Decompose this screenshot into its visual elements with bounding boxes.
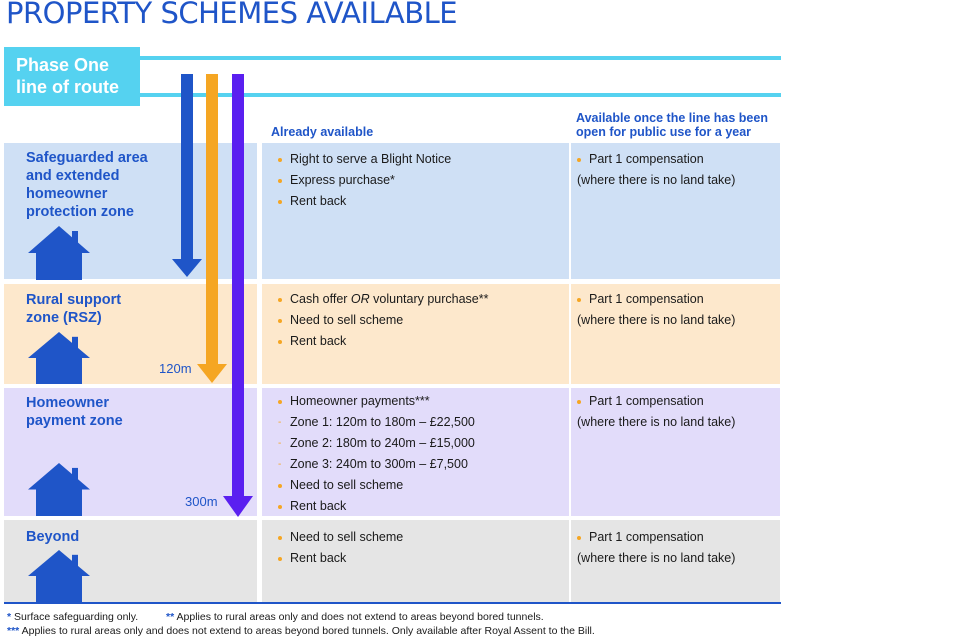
footnote-1-mark: * — [7, 611, 12, 623]
page-title: PROPERTY SCHEMES AVAILABLE — [6, 0, 458, 30]
scheme-subitem: - Zone 3: 240m to 300m – £7,500 — [278, 454, 475, 475]
scheme-item: Part 1 compensation — [577, 149, 735, 170]
homeowner-payment-arrow — [223, 74, 253, 517]
footnote-3 — [7, 625, 595, 637]
scheme-item: Need to sell scheme — [278, 527, 403, 548]
footnote-3-mark: *** — [7, 625, 20, 637]
cash-offer-before: Cash offer — [290, 292, 351, 306]
scheme-item: Part 1 compensation — [577, 391, 735, 412]
distance-label-120m: 120m — [159, 361, 192, 376]
footnote-2-mark: ** — [166, 611, 175, 623]
scheme-note: (where there is no land take) — [577, 313, 736, 327]
cash-offer-or: OR — [350, 292, 370, 306]
zone-title-line: and extended — [26, 168, 120, 184]
scheme-item: Right to serve a Blight Notice — [278, 149, 451, 170]
scheme-item: Part 1 compensation — [577, 527, 735, 548]
scheme-item: Rent back — [278, 331, 489, 352]
footnote-2-text: Applies to rural areas only and does not extend to areas beyond bored tunnels. — [176, 611, 544, 623]
scheme-item: Part 1 compensation — [577, 289, 735, 310]
scheme-note: (where there is no land take) — [577, 415, 736, 429]
footnote-3-text: Applies to rural areas only and does not extend to areas beyond bored tunnels. Only available after Royal Assent to the Bill. — [21, 625, 595, 637]
footnote-1-text: Surface safeguarding only. — [14, 611, 139, 623]
zone-title-line: Beyond — [26, 529, 80, 545]
scheme-item: Rent back — [278, 191, 451, 212]
column-header-later-line1: Available once the line has been — [576, 111, 768, 125]
route-label-line2: line of route — [16, 77, 119, 97]
scheme-item: Rent back — [278, 496, 475, 517]
column-header-later-line2: open for public use for a year — [576, 125, 752, 139]
scheme-item: Express purchase* — [278, 170, 451, 191]
rural-support-arrow — [197, 74, 227, 383]
scheme-note: (where there is no land take) — [577, 173, 736, 187]
footnote-1 — [7, 611, 138, 623]
cash-offer-after: voluntary purchase** — [369, 292, 489, 306]
scheme-subitem: - Zone 1: 120m to 180m – £22,500 — [278, 412, 475, 433]
zone-title-line: Rural support — [26, 292, 122, 308]
scheme-item: Homeowner payments*** — [278, 391, 475, 412]
footer-divider — [4, 602, 781, 604]
scheme-note: (where there is no land take) — [577, 551, 736, 565]
distance-label-300m: 300m — [185, 494, 218, 509]
zone-title-line: protection zone — [26, 204, 134, 220]
zone-title-line: zone (RSZ) — [26, 310, 102, 326]
column-header-already: Already available — [271, 125, 374, 139]
scheme-subitem: - Zone 2: 180m to 240m – £15,000 — [278, 433, 475, 454]
zone-title-line: homeowner — [26, 186, 108, 202]
safeguarded-arrow — [172, 74, 202, 277]
zone-title-line: Safeguarded area — [26, 150, 148, 166]
scheme-item: Rent back — [278, 548, 403, 569]
scheme-item: Need to sell scheme — [278, 475, 475, 496]
zone-title-line: payment zone — [26, 413, 123, 429]
footnote-2 — [166, 611, 544, 623]
zone-title-line: Homeowner — [26, 395, 109, 411]
route-label-line1: Phase One — [16, 55, 110, 75]
scheme-item: Need to sell scheme — [278, 310, 489, 331]
